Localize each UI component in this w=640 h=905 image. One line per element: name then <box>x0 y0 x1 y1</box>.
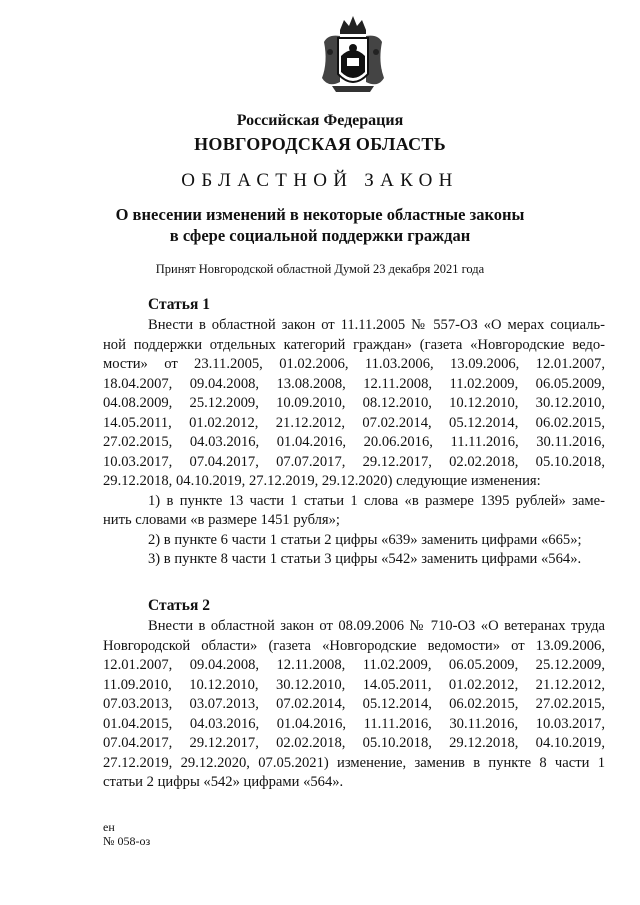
text-line: ной поддержки отдельных категорий граждан» (газета «Новгородские ведо- <box>103 336 605 353</box>
adoption-date: Принят Новгородской областной Думой 23 декабря 2021 года <box>155 262 485 276</box>
law-type-label: ОБЛАСТНОЙ ЗАКОН <box>181 170 459 191</box>
text-line: 14.05.2011, 01.02.2012, 21.12.2012, 07.02.2014, 05.12.2014, 06.02.2015, <box>103 414 605 431</box>
text-line: 11.09.2010, 10.12.2010, 30.12.2010, 14.05.2011, 01.02.2012, 21.12.2012, <box>103 676 605 693</box>
text-line: нить словами «в размере 1451 рубля»; <box>103 512 340 528</box>
text-line: мости» от 23.11.2005, 01.02.2006, 11.03.2006, 13.09.2006, 12.01.2007, <box>103 356 605 372</box>
law-title <box>0 204 640 246</box>
text-line: 18.04.2007, 09.04.2008, 13.08.2008, 12.11.2008, 11.02.2009, 06.05.2009, <box>103 375 605 392</box>
law-title-line: О внесении изменений в некоторые областные законы <box>115 205 525 224</box>
article-1-text <box>103 316 605 570</box>
text-line: 2) в пункте 6 части 1 статьи 2 цифры «639» заменить цифрами «665»; <box>148 531 582 548</box>
text-line: 27.02.2015, 04.03.2016, 01.04.2016, 20.06.2016, 11.11.2016, 30.11.2016, <box>103 434 605 450</box>
text-line: 27.12.2019, 29.12.2020, 07.05.2021) изменение, заменив в пункте 8 части 1 <box>103 754 605 771</box>
footer-initials: ен <box>103 820 115 834</box>
text-line: 07.03.2013, 03.07.2013, 07.02.2014, 05.12.2014, 06.02.2015, 27.02.2015, <box>103 696 605 712</box>
document-footer <box>103 820 150 848</box>
text-line: 1) в пункте 13 части 1 статьи 1 слова «в размере 1395 рублей» заме- <box>148 492 605 509</box>
federation-label: Российская Федерация <box>236 112 404 129</box>
text-line: Внести в областной закон от 08.09.2006 № 710-ОЗ «О ветеранах труда <box>148 618 605 634</box>
text-line: 29.12.2018, 04.10.2019, 27.12.2019, 29.12.2020) следующие изменения: <box>103 473 541 489</box>
article-1-heading: Статья 1 <box>148 296 210 313</box>
region-label: НОВГОРОДСКАЯ ОБЛАСТЬ <box>194 134 446 154</box>
coat-of-arms-emblem <box>318 12 388 102</box>
text-line: 12.01.2007, 09.04.2008, 12.11.2008, 11.02.2009, 06.05.2009, 25.12.2009, <box>103 657 605 673</box>
text-line: Новгородской области» (газета «Новгородские ведомости» от 13.09.2006, <box>103 637 605 654</box>
article-2-heading: Статья 2 <box>148 597 210 614</box>
text-line: 07.04.2017, 29.12.2017, 02.02.2018, 05.10.2018, 29.12.2018, 04.10.2019, <box>103 735 605 751</box>
text-line: 10.03.2017, 07.04.2017, 07.07.2017, 29.12.2017, 02.02.2018, 05.10.2018, <box>103 453 605 470</box>
footer-number: № 058-оз <box>103 834 151 848</box>
text-line: статьи 2 цифры «542» цифрами «564». <box>103 774 344 790</box>
text-line: 04.08.2009, 25.12.2009, 10.09.2010, 08.12.2010, 10.12.2010, 30.12.2010, <box>103 395 605 411</box>
text-line: Внести в областной закон от 11.11.2005 № 557-ОЗ «О мерах социаль- <box>148 317 605 333</box>
article-2-text <box>103 617 605 793</box>
text-line: 01.04.2015, 04.03.2016, 01.04.2016, 11.11.2016, 30.11.2016, 10.03.2017, <box>103 715 605 732</box>
text-line: 3) в пункте 8 части 1 статьи 3 цифры «542» заменить цифрами «564». <box>148 551 582 567</box>
law-title-line: в сфере социальной поддержки граждан <box>169 226 471 245</box>
